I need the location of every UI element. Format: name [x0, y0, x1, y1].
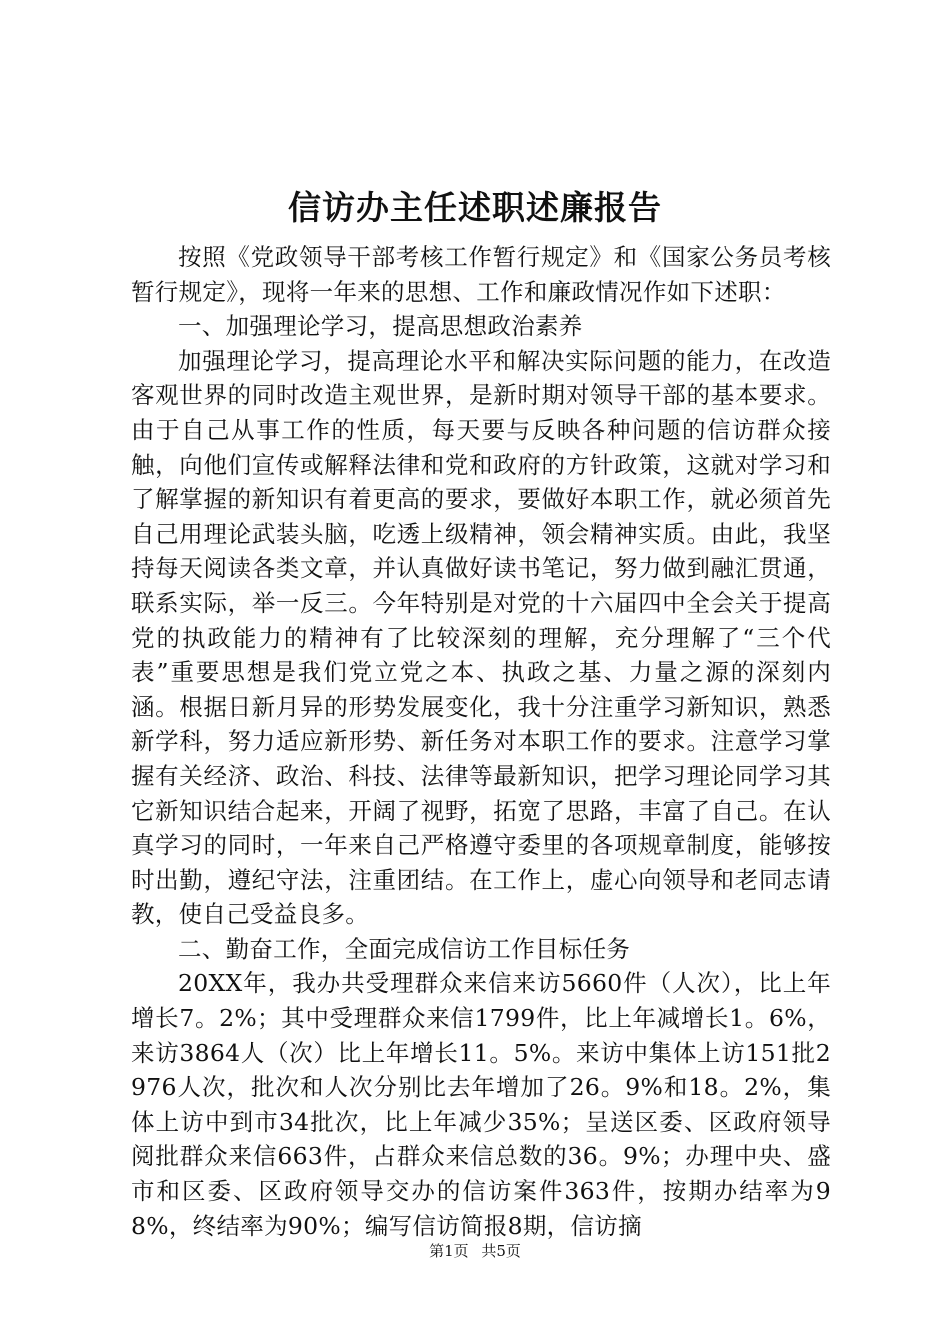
section-1-paragraph: 加强理论学习，提高理论水平和解决实际问题的能力，在改造客观世界的同时改造主观世界，是新时期对领导干部的基本要求。由于自己从事工作的性质，每天要与反映各种问题的信访群众接触，向他们宣传或解释法律和党和政府的方针政策，这就对学习和了解掌握的新知识有着更高的要求，要做好本职工作，就必须首先自己用理论武装头脑，吃透上级精神，领会精神实质。由此，我坚持每天阅读各类文章，并认真做好读书笔记，努力做到融汇贯通，联系实际，举一反三。今年特别是对党的十六届四中全会关于提高党的执政能力的精神有了比较深刻的理解，充分理解了“三个代表”重要思想是我们党立党之本、执政之基、力量之源的深刻内涵。根据日新月异的形势发展变化，我十分注重学习新知识，熟悉新学科，努力适应新形势、新任务对本职工作的要求。注意学习掌握有关经济、政治、科技、法律等最新知识，把学习理论同学习其它新知识结合起来，开阔了视野，拓宽了思路，丰富了自己。在认真学习的同时，一年来自己严格遵守委里的各项规章制度，能够按时出勤，遵纪守法，注重团结。在工作上，虚心向领导和老同志请教，使自己受益良多。	[131, 346, 831, 929]
document-title: 信访办主任述职述廉报告	[288, 188, 662, 227]
page-number: 第1页	[429, 1242, 469, 1260]
section-heading-1: 一、加强理论学习，提高思想政治素养	[178, 312, 583, 341]
page-footer	[0, 1241, 950, 1261]
intro-paragraph: 按照《党政领导干部考核工作暂行规定》和《国家公务员考核暂行规定》，现将一年来的思想、工作和廉政情况作如下述职：	[131, 243, 831, 306]
section-2-paragraph: 20XX年，我办共受理群众来信来访5660件（人次），比上年增长7。2%；其中受理群众来信1799件，比上年减增长1。6%，来访3864人（次）比上年增长11。5%。来访中集体上访151批2976人次，批次和人次分别比去年增加了26。9%和18。2%，集体上访中到市34批次，比上年减少35%；呈送区委、区政府领导阅批群众来信663件，占群众来信总数的36。9%；办理中央、盛市和区委、区政府领导交办的信访案件363件，按期办结率为98%，终结率为90%；编写信访简报8期，信访摘	[131, 969, 831, 1240]
document-body	[131, 240, 831, 1243]
page-total: 共5页	[481, 1242, 521, 1260]
section-heading-2: 二、勤奋工作，全面完成信访工作目标任务	[178, 934, 631, 963]
